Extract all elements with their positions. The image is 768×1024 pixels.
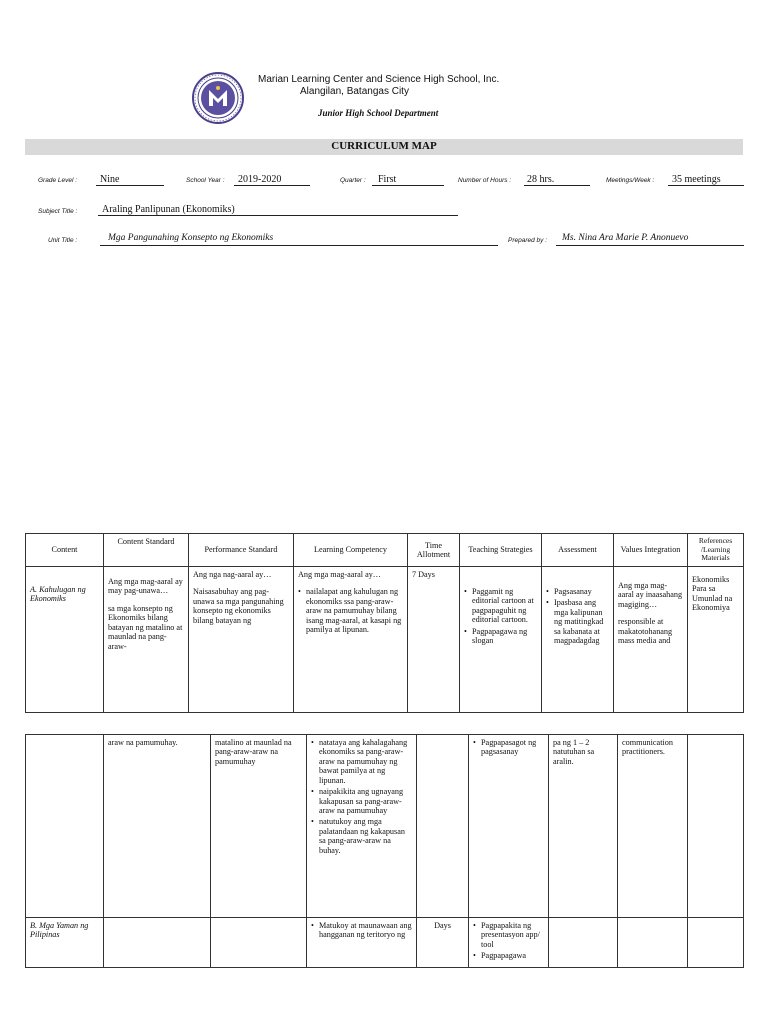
- table-row: [26, 735, 744, 918]
- list-item: • Pagpapakita ng presentasyon app/ tool: [473, 921, 544, 949]
- hours-label: Number of Hours :: [458, 177, 512, 184]
- list-item: • Ipasbasa ang mga kalipunan ng matitingkad sa kabanata at magpadagdag: [546, 598, 609, 645]
- row2-competency-list: [311, 738, 412, 855]
- row3-time-allotment: Days: [417, 918, 469, 968]
- header-performance-standard: Performance Standard: [189, 534, 294, 567]
- quarter-value: First: [378, 174, 397, 185]
- row1-time-allotment: 7 Days: [408, 567, 460, 713]
- row1-values-integration: [614, 567, 688, 713]
- grade-level-value: Nine: [100, 174, 120, 185]
- meetings-value: 35 meetings: [672, 174, 721, 185]
- row3-values-integration: [618, 918, 688, 968]
- list-item: • naipakikita ang ugnayang kakapusan sa pang-araw- araw na pamumuhay: [311, 787, 412, 815]
- quarter-label: Quarter :: [340, 177, 366, 184]
- school-seal-icon: [192, 72, 244, 124]
- row1-references: Ekonomiks Para sa Umunlad na Ekonomiya: [688, 567, 744, 713]
- quarter-line: [372, 185, 444, 186]
- school-year-label: School Year :: [186, 177, 225, 184]
- header-references: References /Learning Materials: [688, 534, 744, 567]
- row3-references: [688, 918, 744, 968]
- row3-content: B. Mga Yaman ng Pilipinas: [26, 918, 104, 968]
- meetings-line: [668, 185, 744, 186]
- row1-content-standard: [104, 567, 189, 713]
- header-content: Content: [26, 534, 104, 567]
- list-item: • Pagpapasagot ng pagsasanay: [473, 738, 544, 757]
- list-item: • Paggamit ng editorial cartoon at pagpapaguhit ng editorial cartoon.: [464, 587, 537, 625]
- table-header-row: [26, 534, 744, 567]
- row2-values-integration: communication practitioners.: [618, 735, 688, 918]
- school-year-value: 2019-2020: [238, 174, 282, 185]
- subject-line: [98, 215, 458, 216]
- row2-strategies-list: [473, 738, 544, 757]
- grade-level-label: Grade Level :: [38, 177, 78, 184]
- prepared-by-value: Ms. Nina Ara Marie P. Anonuevo: [562, 233, 689, 243]
- row1-assessment-list: [546, 587, 609, 646]
- row1-assessment: [542, 567, 614, 713]
- table-row: [26, 567, 744, 713]
- meetings-label: Meetings/Week :: [606, 177, 655, 184]
- row3-teaching-strategies: [469, 918, 549, 968]
- row1-content-standard-intro: Ang mga mag-aaral ay may pag-unawa…: [108, 577, 183, 596]
- grade-level-line: [96, 185, 164, 186]
- row2-assessment: pa ng 1 – 2 natutuhan sa aralin.: [549, 735, 618, 918]
- row2-teaching-strategies: [469, 735, 549, 918]
- row3-performance-standard: [211, 918, 307, 968]
- hours-value: 28 hrs.: [527, 174, 555, 185]
- curriculum-table: [25, 533, 744, 713]
- document-title: CURRICULUM MAP: [331, 140, 437, 152]
- subject-value: Araling Panlipunan (Ekonomiks): [102, 204, 235, 215]
- row2-content: [26, 735, 104, 918]
- unit-title-label: Unit Title :: [48, 237, 78, 244]
- title-bar: [25, 139, 743, 155]
- row2-learning-competency: [307, 735, 417, 918]
- unit-title-line: [100, 245, 498, 246]
- row1-content-standard-text: sa mga konsepto ng Ekonomiks bilang batayan ng matalino at maunlad na pang-araw-: [108, 603, 183, 651]
- row1-competency-intro: Ang mga mag-aaral ay…: [298, 570, 381, 579]
- list-item: • Matukoy at maunawaan ang hangganan ng teritoryo ng: [311, 921, 412, 940]
- document-header: [0, 68, 768, 128]
- row1-values-text: responsible at makatotohanang mass media and: [618, 617, 673, 646]
- row2-references: [688, 735, 744, 918]
- row1-learning-competency: [294, 567, 408, 713]
- prepared-by-label: Prepared by :: [508, 237, 548, 244]
- row3-content-standard: [104, 918, 211, 968]
- row1-competency-list: [298, 587, 403, 634]
- row3-assessment: [549, 918, 618, 968]
- header-content-standard: Content Standard: [104, 534, 189, 567]
- list-item: • natataya ang kahalagahang ekonomiks sa pang-araw-araw na pamumuhay ng bawat pamilya at ng lipunan.: [311, 738, 412, 785]
- row3-strategies-list: [473, 921, 544, 961]
- header-learning-competency: Learning Competency: [294, 534, 408, 567]
- list-item: • Pagpapagawa ng slogan: [464, 627, 537, 646]
- curriculum-table-continued: [25, 734, 744, 968]
- row2-content-standard: araw na pamumuhay.: [104, 735, 211, 918]
- row2-performance-standard: matalino at maunlad na pang-araw-araw na pamumuhay: [211, 735, 307, 918]
- school-name: Marian Learning Center and Science High School, Inc.: [258, 74, 500, 85]
- hours-line: [524, 185, 590, 186]
- list-item: • nailalapat ang kahulugan ng ekonomiks ssa pang-araw-araw na pamumuhay bilang isang mag-aaral, at kasapi ng pamilya at lipunan.: [298, 587, 403, 634]
- header-teaching-strategies: Teaching Strategies: [460, 534, 542, 567]
- row1-performance-text: Naisasabuhay ang pag-unawa sa mga pangunahing konsepto ng ekonomiks bilang batayan ng: [193, 587, 284, 625]
- school-year-line: [234, 185, 310, 186]
- list-item: • Pagsasanay: [546, 587, 609, 596]
- subject-label: Subject Title :: [38, 208, 78, 215]
- row1-performance-standard: [189, 567, 294, 713]
- list-item: • natutukoy ang mga palatandaan ng kakapusan sa pang-araw-araw na buhay.: [311, 817, 412, 855]
- row2-time-allotment: [417, 735, 469, 918]
- row1-values-intro: Ang mga mag-aaral ay inaasahang magiging…: [618, 581, 683, 609]
- header-time-allotment: Time Allotment: [408, 534, 460, 567]
- row1-content: A. Kahulugan ng Ekonomiks: [26, 567, 104, 713]
- row1-teaching-strategies: [460, 567, 542, 713]
- header-values-integration: Values Integration: [614, 534, 688, 567]
- row3-learning-competency: [307, 918, 417, 968]
- header-assessment: Assessment: [542, 534, 614, 567]
- table-row: [26, 918, 744, 968]
- list-item: • Pagpapagawa: [473, 951, 544, 960]
- row1-strategies-list: [464, 587, 537, 646]
- row1-performance-intro: Ang nga nag-aaral ay…: [193, 570, 272, 579]
- row3-competency-list: [311, 921, 412, 940]
- department-name: Junior High School Department: [318, 108, 439, 118]
- prepared-by-line: [556, 245, 744, 246]
- school-address: Alangilan, Batangas City: [300, 86, 409, 97]
- unit-title-value: Mga Pangunahing Konsepto ng Ekonomiks: [108, 233, 274, 243]
